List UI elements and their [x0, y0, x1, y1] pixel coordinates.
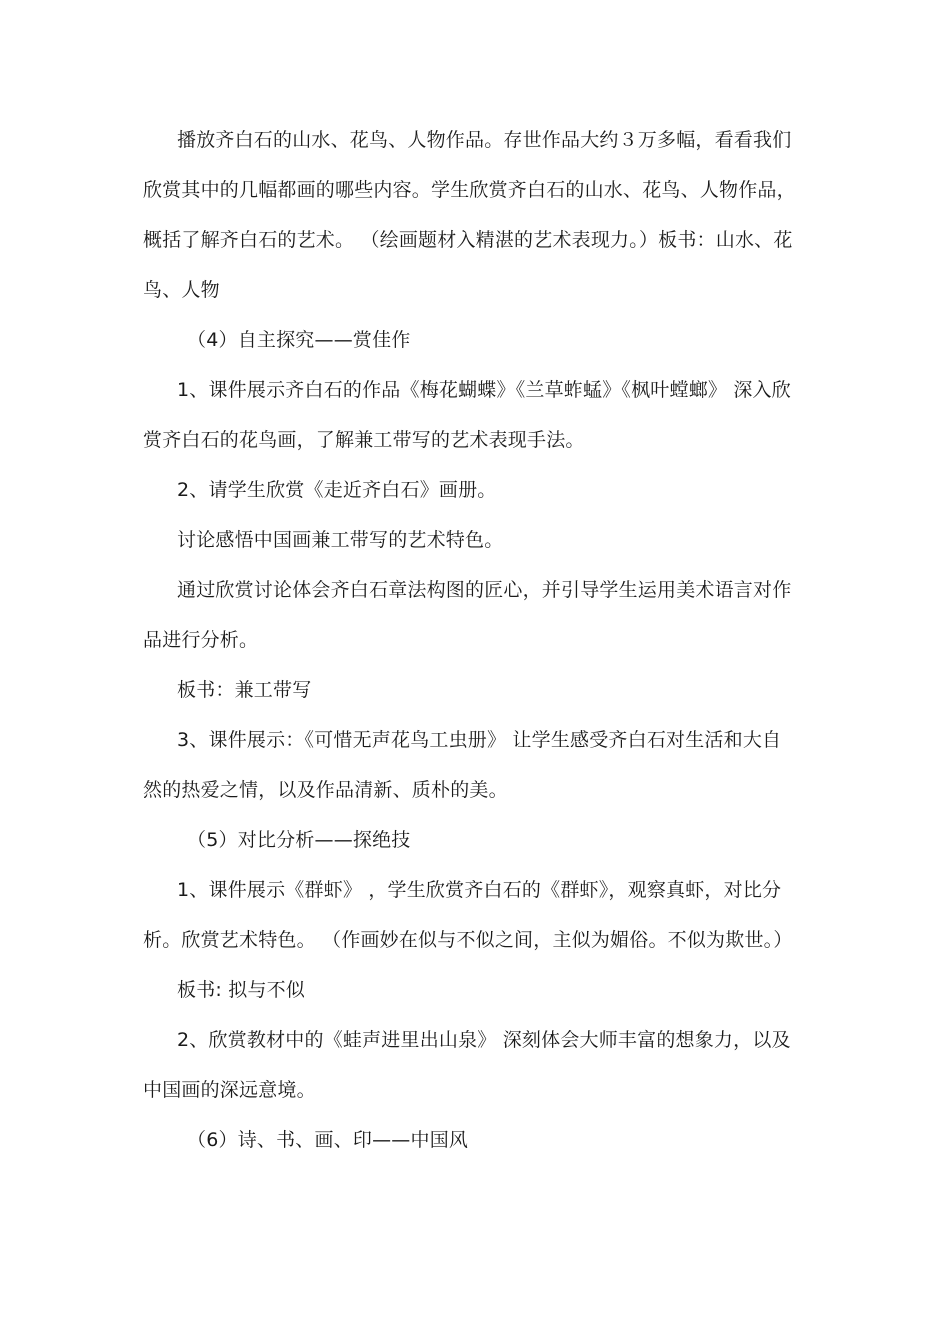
- paragraph-5-1: 1、课件展示《群虾》 ，学生欣赏齐白石的《群虾》，观察真虾，对比分析。欣赏艺术特色。 （作画妙在似与不似之间，主似为媚俗。不似为欺世。）: [143, 879, 793, 951]
- paragraph-5-2: 2、欣赏教材中的《蛙声进里出山泉》 深刻体会大师丰富的想象力，以及中国画的深远意境。: [143, 1029, 791, 1101]
- paragraph-4-3: 3、课件展示：《可惜无声花鸟工虫册》 让学生感受齐白石对生活和大自然的热爱之情，以及作品清新、质朴的美。: [143, 729, 782, 801]
- section-heading-6: （6）诗、书、画、印——中国风: [187, 1129, 469, 1151]
- document-body: [143, 115, 798, 1165]
- board-note-technique: 板书：兼工带写: [177, 679, 312, 701]
- paragraph-4-1: 1、课件展示齐白石的作品《梅花蝴蝶》《兰草蚱蜢》《枫叶螳螂》 深入欣赏齐白石的花鸟画，了解兼工带写的艺术表现手法。: [143, 379, 791, 451]
- paragraph-analysis: 通过欣赏讨论体会齐白石章法构图的匠心，并引导学生运用美术语言对作品进行分析。: [143, 579, 792, 651]
- paragraph-intro: 播放齐白石的山水、花鸟、人物作品。存世作品大约３万多幅，看看我们欣赏其中的几幅都画的哪些内容。学生欣赏齐白石的山水、花鸟、人物作品，概括了解齐白石的艺术。 （绘画题材入精湛的艺术表现力。）板书：山水、花鸟、人物: [143, 129, 796, 301]
- board-note-likeness: 板书: 拟与不似: [177, 979, 306, 1001]
- section-heading-5: （5）对比分析——探绝技: [187, 829, 411, 851]
- paragraph-discussion: 讨论感悟中国画兼工带写的艺术特色。: [177, 529, 504, 551]
- paragraph-4-2: 2、请学生欣赏《走近齐白石》画册。: [177, 479, 497, 501]
- section-heading-4: （4）自主探究——赏佳作: [187, 329, 411, 351]
